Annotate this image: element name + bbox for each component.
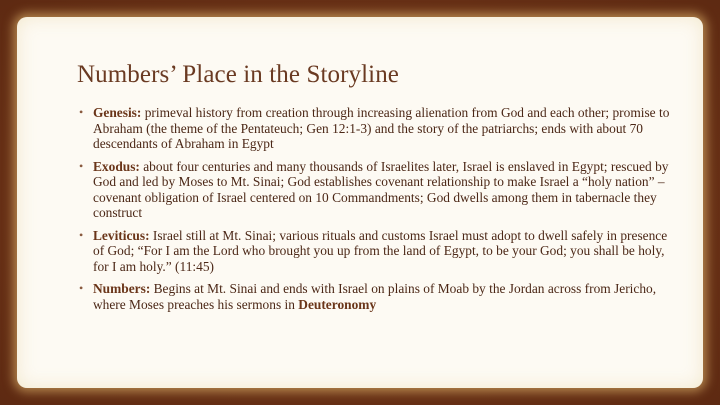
slide-title: Numbers’ Place in the Storyline bbox=[77, 61, 400, 88]
bullet-genesis bbox=[79, 105, 679, 152]
bullet-numbers bbox=[79, 281, 679, 312]
bullet-text: Israel still at Mt. Sinai; various rituals and customs Israel must adopt to dwell safely in presence of God; “For I am the Lord who brought you up from the land of Egypt, to be your God; you shall be holy, for I am holy.” (11:45) bbox=[93, 227, 668, 274]
bullet-emphasis: Deuteronomy bbox=[298, 296, 377, 312]
bullet-dot-icon: • bbox=[79, 105, 84, 119]
bullet-text: primeval history from creation through increasing alienation from God and each other; promise to Abraham (the theme of the Pentateuch; Gen 12:1-3) and the story of the patriarchs; ends with about 70 descendants of Abraham in Egypt bbox=[93, 105, 670, 151]
bullet-leviticus bbox=[79, 228, 679, 275]
bullet-term: Genesis: bbox=[93, 105, 142, 120]
bullet-list bbox=[79, 105, 679, 319]
bullet-dot-icon: • bbox=[79, 281, 84, 295]
bullet-text: about four centuries and many thousands of Israelites later, Israel is enslaved in Egypt; rescued by God and led by Moses to Mt. Sinai; God establishes covenant relationship to make Israel a “holy nation” – covenant obligation of Israel centered on 10 Commandments; God dwells among them in tabernacle they construct bbox=[93, 158, 669, 220]
bullet-text: Begins at Mt. Sinai and ends with Israel on plains of Moab by the Jordan across from Jericho, where Moses preaches his sermons in bbox=[93, 281, 657, 312]
slide bbox=[17, 17, 703, 388]
bullet-dot-icon: • bbox=[79, 158, 84, 173]
bullet-dot-icon: • bbox=[79, 227, 84, 242]
bullet-term: Leviticus: bbox=[93, 227, 150, 243]
bullet-term: Exodus: bbox=[93, 158, 140, 174]
bullet-term: Numbers: bbox=[93, 281, 151, 296]
bullet-exodus bbox=[79, 159, 679, 221]
